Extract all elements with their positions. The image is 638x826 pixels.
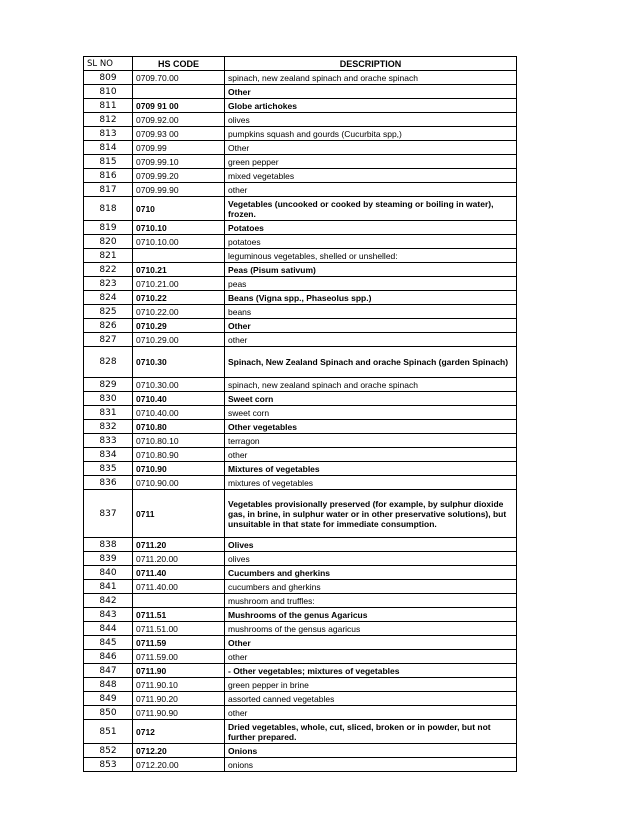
table-row <box>84 476 517 490</box>
description-cell: other <box>225 448 517 462</box>
hs-code-cell: 0711.20.00 <box>133 552 225 566</box>
table-header-row <box>84 57 517 71</box>
hs-code-cell: 0711.40.00 <box>133 580 225 594</box>
sl-no-cell: 830 <box>84 392 133 406</box>
sl-no-cell: 841 <box>84 580 133 594</box>
hs-code-cell: 0711.20 <box>133 538 225 552</box>
description-cell: Vegetables (uncooked or cooked by steaming or boiling in water), frozen. <box>225 197 517 221</box>
table-row <box>84 305 517 319</box>
sl-no-cell: 846 <box>84 650 133 664</box>
hs-code-cell: 0710 <box>133 197 225 221</box>
hs-code-cell: 0710.10.00 <box>133 235 225 249</box>
table-row <box>84 692 517 706</box>
hs-code-cell: 0711 <box>133 490 225 538</box>
table-row <box>84 462 517 476</box>
description-cell: assorted canned vegetables <box>225 692 517 706</box>
description-cell: Dried vegetables, whole, cut, sliced, broken or in powder, but not further prepared. <box>225 720 517 744</box>
sl-no-cell: 825 <box>84 305 133 319</box>
description-cell: terragon <box>225 434 517 448</box>
sl-no-cell: 838 <box>84 538 133 552</box>
hs-code-cell: 0712.20 <box>133 744 225 758</box>
table-row <box>84 566 517 580</box>
table-row <box>84 720 517 744</box>
description-cell: other <box>225 706 517 720</box>
hs-code-cell: 0711.59 <box>133 636 225 650</box>
hs-code-cell: 0710.90 <box>133 462 225 476</box>
description-cell: Other <box>225 319 517 333</box>
sl-no-cell: 835 <box>84 462 133 476</box>
table-row <box>84 580 517 594</box>
hs-code-cell: 0711.51 <box>133 608 225 622</box>
table-row <box>84 392 517 406</box>
table-row <box>84 678 517 692</box>
hs-code-cell: 0709.99.10 <box>133 155 225 169</box>
table-row <box>84 127 517 141</box>
description-header: DESCRIPTION <box>225 57 517 71</box>
table-row <box>84 538 517 552</box>
sl-no-cell: 827 <box>84 333 133 347</box>
hs-code-cell: 0709.99 <box>133 141 225 155</box>
hs-code-cell: 0710.22.00 <box>133 305 225 319</box>
table-row <box>84 155 517 169</box>
hs-code-cell: 0709.92.00 <box>133 113 225 127</box>
sl-no-cell: 817 <box>84 183 133 197</box>
sl-no-cell: 822 <box>84 263 133 277</box>
hs-code-cell: 0711.90.20 <box>133 692 225 706</box>
description-cell: olives <box>225 113 517 127</box>
table-row <box>84 434 517 448</box>
sl-no-cell: 813 <box>84 127 133 141</box>
table-row <box>84 490 517 538</box>
description-cell: mushroom and truffles: <box>225 594 517 608</box>
sl-no-cell: 815 <box>84 155 133 169</box>
table-row <box>84 758 517 772</box>
sl-no-cell: 851 <box>84 720 133 744</box>
description-cell: leguminous vegetables, shelled or unshelled: <box>225 249 517 263</box>
sl-no-cell: 852 <box>84 744 133 758</box>
table-body <box>84 71 517 772</box>
hs-code-cell: 0711.90 <box>133 664 225 678</box>
sl-no-cell: 809 <box>84 71 133 85</box>
sl-no-cell: 811 <box>84 99 133 113</box>
hs-code-cell: 0709.99.20 <box>133 169 225 183</box>
table-row <box>84 608 517 622</box>
hs-code-cell: 0710.80.90 <box>133 448 225 462</box>
description-cell: Potatoes <box>225 221 517 235</box>
description-cell: green pepper in brine <box>225 678 517 692</box>
sl-no-cell: 814 <box>84 141 133 155</box>
description-cell: Spinach, New Zealand Spinach and orache Spinach (garden Spinach) <box>225 347 517 378</box>
sl-no-cell: 819 <box>84 221 133 235</box>
sl-no-cell: 823 <box>84 277 133 291</box>
hs-code-cell: 0710.80.10 <box>133 434 225 448</box>
sl-no-cell: 824 <box>84 291 133 305</box>
hs-code-table <box>83 56 517 772</box>
description-cell: other <box>225 650 517 664</box>
sl-no-cell: 821 <box>84 249 133 263</box>
table-row <box>84 197 517 221</box>
table-row <box>84 744 517 758</box>
description-cell: Vegetables provisionally preserved (for example, by sulphur dioxide gas, in brine, in sulphur water or in other preservative solutions), but unsuitable in that state for immediate consumption. <box>225 490 517 538</box>
description-cell: olives <box>225 552 517 566</box>
table-row <box>84 141 517 155</box>
hs-code-cell: 0710.30.00 <box>133 378 225 392</box>
description-cell: green pepper <box>225 155 517 169</box>
description-cell: mushrooms of the gensus agaricus <box>225 622 517 636</box>
sl-no-cell: 837 <box>84 490 133 538</box>
description-cell: Globe artichokes <box>225 99 517 113</box>
description-cell: Cucumbers and gherkins <box>225 566 517 580</box>
table-row <box>84 249 517 263</box>
sl-no-cell: 829 <box>84 378 133 392</box>
table-row <box>84 221 517 235</box>
hs-code-cell: 0711.51.00 <box>133 622 225 636</box>
hs-code-cell: 0710.29.00 <box>133 333 225 347</box>
hs-code-cell: 0710.90.00 <box>133 476 225 490</box>
description-cell: cucumbers and gherkins <box>225 580 517 594</box>
sl-no-header: SL NO <box>84 57 133 71</box>
hs-code-cell: 0710.30 <box>133 347 225 378</box>
sl-no-cell: 818 <box>84 197 133 221</box>
sl-no-cell: 849 <box>84 692 133 706</box>
table-row <box>84 347 517 378</box>
hs-code-cell: 0709 91 00 <box>133 99 225 113</box>
hs-code-cell: 0712.20.00 <box>133 758 225 772</box>
sl-no-cell: 844 <box>84 622 133 636</box>
table-row <box>84 636 517 650</box>
description-cell: Peas (Pisum sativum) <box>225 263 517 277</box>
hs-code-cell: 0712 <box>133 720 225 744</box>
description-cell: Onions <box>225 744 517 758</box>
description-cell: spinach, new zealand spinach and orache spinach <box>225 378 517 392</box>
hs-code-cell: 0710.40.00 <box>133 406 225 420</box>
description-cell: other <box>225 333 517 347</box>
sl-no-cell: 833 <box>84 434 133 448</box>
hs-code-cell: 0710.21.00 <box>133 277 225 291</box>
hs-code-header: HS CODE <box>133 57 225 71</box>
sl-no-cell: 843 <box>84 608 133 622</box>
sl-no-cell: 853 <box>84 758 133 772</box>
description-cell: beans <box>225 305 517 319</box>
description-cell: pumpkins squash and gourds (Cucurbita spp,) <box>225 127 517 141</box>
table-row <box>84 183 517 197</box>
hs-code-cell: 0710.40 <box>133 392 225 406</box>
description-cell: Olives <box>225 538 517 552</box>
sl-no-cell: 836 <box>84 476 133 490</box>
table-row <box>84 71 517 85</box>
sl-no-cell: 810 <box>84 85 133 99</box>
hs-code-cell: 0711.40 <box>133 566 225 580</box>
description-cell: Other <box>225 85 517 99</box>
sl-no-cell: 834 <box>84 448 133 462</box>
description-cell: Other <box>225 636 517 650</box>
description-cell: other <box>225 183 517 197</box>
description-cell: Mixtures of vegetables <box>225 462 517 476</box>
description-cell: onions <box>225 758 517 772</box>
sl-no-cell: 845 <box>84 636 133 650</box>
description-cell: mixed vegetables <box>225 169 517 183</box>
description-cell: spinach, new zealand spinach and orache spinach <box>225 71 517 85</box>
table-row <box>84 291 517 305</box>
description-cell: potatoes <box>225 235 517 249</box>
sl-no-cell: 826 <box>84 319 133 333</box>
description-cell: - Other vegetables; mixtures of vegetables <box>225 664 517 678</box>
sl-no-cell: 840 <box>84 566 133 580</box>
table-row <box>84 319 517 333</box>
table-row <box>84 420 517 434</box>
sl-no-cell: 839 <box>84 552 133 566</box>
table-row <box>84 448 517 462</box>
hs-code-cell: 0711.90.10 <box>133 678 225 692</box>
table-row <box>84 706 517 720</box>
description-cell: Mushrooms of the genus Agaricus <box>225 608 517 622</box>
table-row <box>84 169 517 183</box>
hs-code-cell <box>133 594 225 608</box>
table-row <box>84 552 517 566</box>
hs-code-cell: 0710.29 <box>133 319 225 333</box>
sl-no-cell: 848 <box>84 678 133 692</box>
hs-code-cell: 0709.70.00 <box>133 71 225 85</box>
sl-no-cell: 828 <box>84 347 133 378</box>
hs-code-cell <box>133 249 225 263</box>
hs-code-cell: 0711.90.90 <box>133 706 225 720</box>
description-cell: mixtures of vegetables <box>225 476 517 490</box>
table-row <box>84 622 517 636</box>
hs-code-cell <box>133 85 225 99</box>
description-cell: Beans (Vigna spp., Phaseolus spp.) <box>225 291 517 305</box>
table-row <box>84 113 517 127</box>
hs-code-cell: 0711.59.00 <box>133 650 225 664</box>
table-row <box>84 85 517 99</box>
description-cell: Sweet corn <box>225 392 517 406</box>
table-row <box>84 664 517 678</box>
hs-code-cell: 0709.93 00 <box>133 127 225 141</box>
hs-code-cell: 0710.21 <box>133 263 225 277</box>
table-row <box>84 99 517 113</box>
sl-no-cell: 850 <box>84 706 133 720</box>
hs-code-cell: 0710.80 <box>133 420 225 434</box>
table-row <box>84 235 517 249</box>
hs-code-cell: 0709.99.90 <box>133 183 225 197</box>
description-cell: Other <box>225 141 517 155</box>
sl-no-cell: 847 <box>84 664 133 678</box>
description-cell: peas <box>225 277 517 291</box>
sl-no-cell: 832 <box>84 420 133 434</box>
table-row <box>84 650 517 664</box>
table-row <box>84 594 517 608</box>
description-cell: sweet corn <box>225 406 517 420</box>
table-row <box>84 263 517 277</box>
table-row <box>84 333 517 347</box>
sl-no-cell: 812 <box>84 113 133 127</box>
sl-no-cell: 831 <box>84 406 133 420</box>
table-row <box>84 406 517 420</box>
sl-no-cell: 820 <box>84 235 133 249</box>
hs-code-cell: 0710.22 <box>133 291 225 305</box>
sl-no-cell: 816 <box>84 169 133 183</box>
description-cell: Other vegetables <box>225 420 517 434</box>
table-row <box>84 378 517 392</box>
hs-code-cell: 0710.10 <box>133 221 225 235</box>
table-row <box>84 277 517 291</box>
sl-no-cell: 842 <box>84 594 133 608</box>
